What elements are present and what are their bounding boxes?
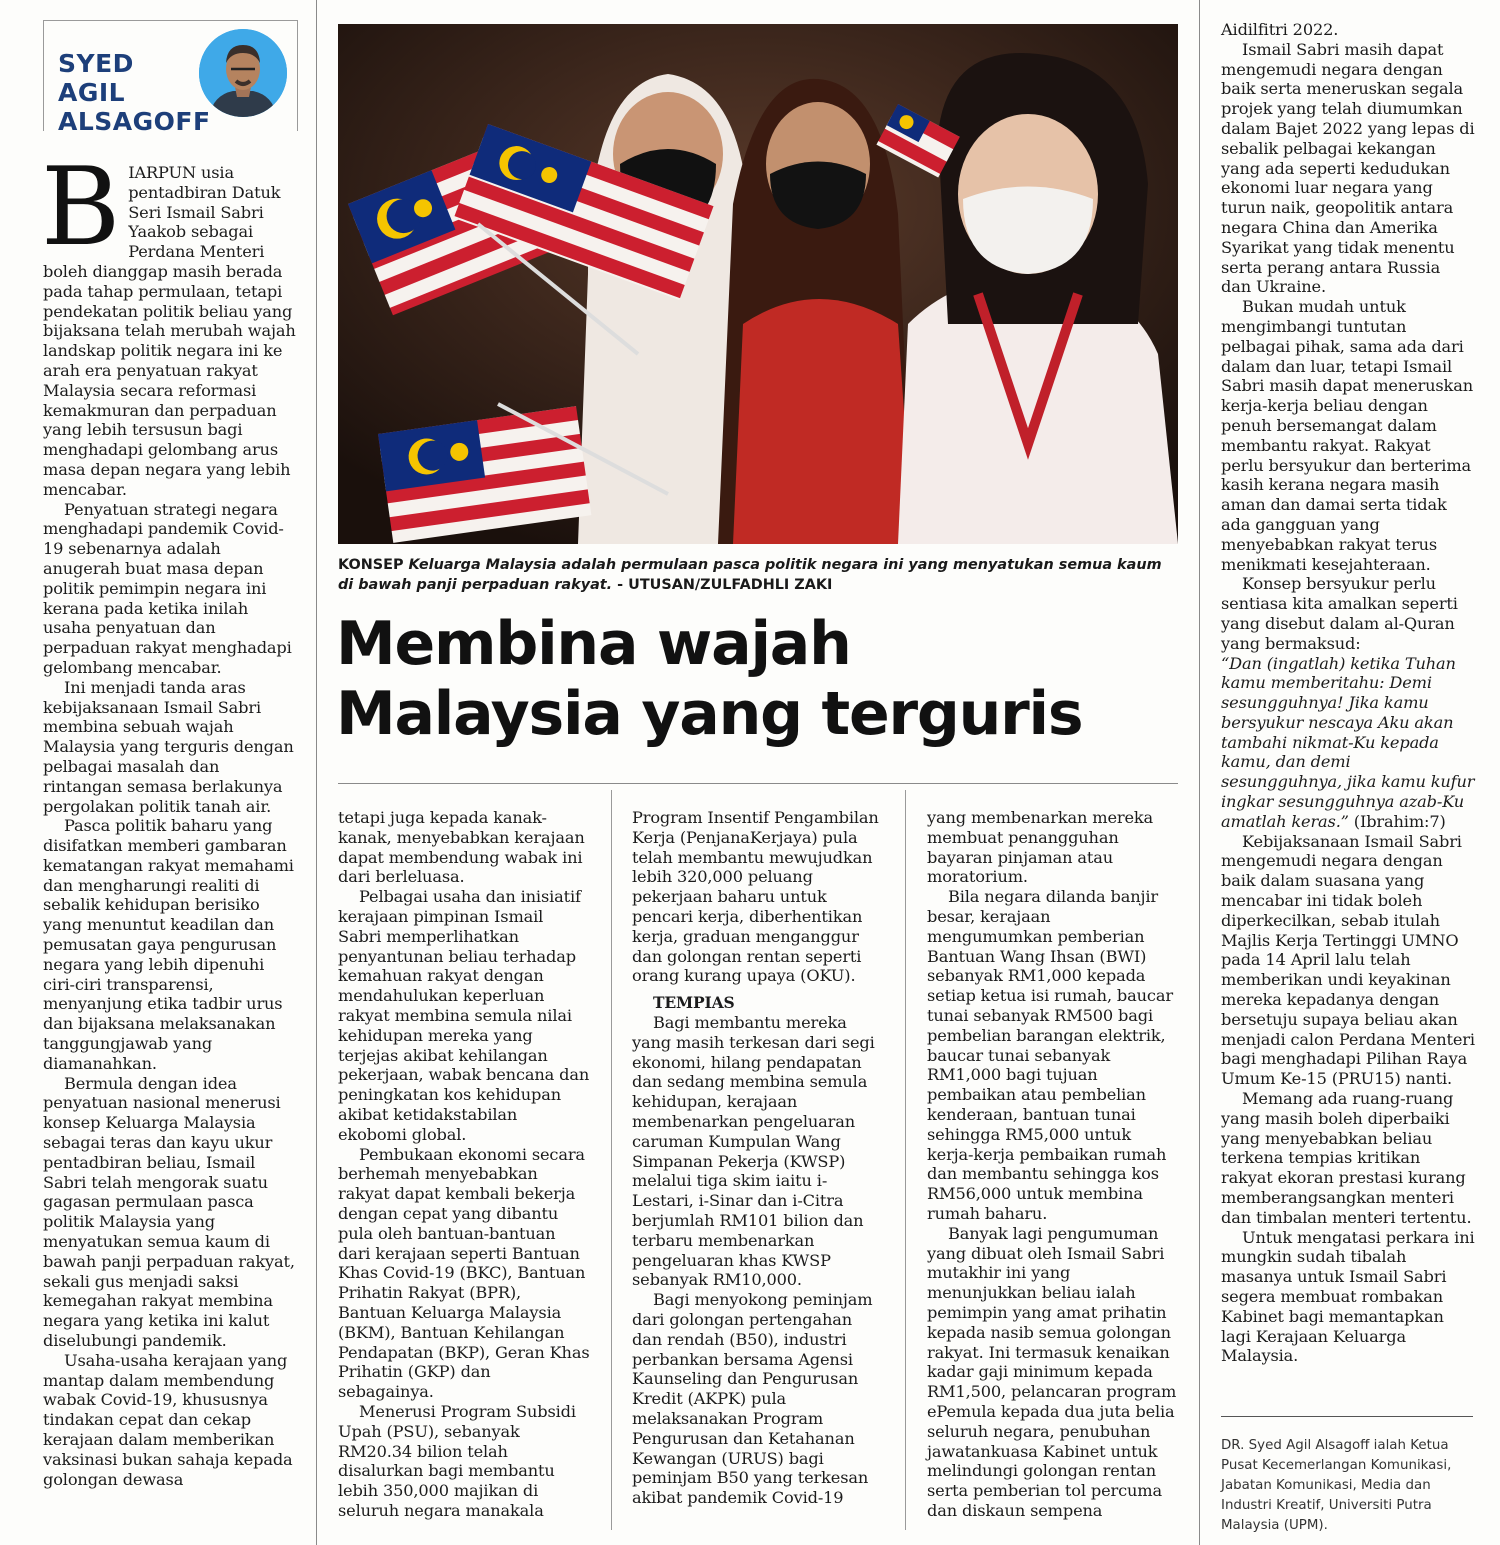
article-paragraph: Bukan mudah untuk mengimbangi tuntutan pelbagai pihak, sama ada dari dalam dan luar, tetapi Ismail Sabri masih dapat meneruskan kerja-kerja beliau dengan penuh bersemangat dalam membantu rakyat. Rakyat perlu bersyukur dan berterima kasih kerana negara masih aman dan damai serta tidak ada gangguan yang menyebabkan rakyat terus menikmati kesejahteraan. — [1221, 297, 1473, 574]
article-paragraph: Pasca politik baharu yang disifatkan memberi gambaran kematangan rakyat memahami dan mengharungi realiti di sebalik kehidupan berisiko yang menuntut keadilan dan pemusatan gaya pengurusan negara yang lebih dipenuhi ciri-ciri transparensi, menyanjung etika tadbir urus dan bijaksana melaksanakan tanggungjawab yang diamanahkan. — [43, 816, 294, 1073]
author-name-line: AGIL — [58, 78, 126, 107]
author-name — [58, 49, 211, 136]
article-paragraph: Bila negara dilanda banjir besar, kerajaan mengumumkan pemberian Bantuan Wang Ihsan (BWI) sebanyak RM1,000 kepada setiap ketua isi rumah, baucar tunai sebanyak RM500 bagi pembelian barangan elektrik, baucar tunai sebanyak RM1,000 bagi tujuan pembaikan atau pembelian kenderaan, bantuan tunai sehingga RM5,000 untuk kerja-kerja pembaikan rumah dan membantu sehingga kos RM56,000 untuk membina rumah baharu. — [927, 887, 1173, 1223]
article-paragraph: Program Insentif Pengambilan Kerja (PenjanaKerjaya) pula telah membantu mewujudkan lebih 320,000 peluang pekerjaan baharu untuk pencari kerja, diberhentikan kerja, graduan menganggur dan golongan rentan seperti orang kurang upaya (OKU). — [632, 808, 879, 986]
column-rule-left — [316, 0, 317, 1545]
malaysian-flags-photo-icon — [338, 24, 1178, 544]
quote-reference: (Ibrahim:7) — [1348, 811, 1446, 831]
section-subhead: TEMPIAS — [653, 993, 735, 1013]
caption-lead: KONSEP — [338, 557, 404, 573]
article-column-5 — [1221, 20, 1475, 1366]
article-paragraph — [41, 145, 299, 500]
caption-text: Keluarga Malaysia adalah permulaan pasca politik negara ini yang menyatukan semua kaum di bawah panji perpaduan rakyat. — [338, 557, 1162, 593]
article-column-1 — [41, 145, 299, 1489]
quote-text: “Dan (ingatlah) ketika Tuhan kamu memberitahu: Demi sesungguhnya! Jika kamu bersyukur nescaya Aku akan tambahi nikmat-Ku kepada kamu, dan demi sesungguhnya, jika kamu kufur ingkar sesungguhnya azab-Ku amatlah keras.” — [1221, 653, 1475, 831]
article-paragraph: Bagi menyokong peminjam dari golongan pertengahan dan rendah (B50), industri perbankan bersama Agensi Kaunseling dan Pengurusan Kredit (AKPK) pula melaksanakan Program Pengurusan dan Ketahanan Kewangan (URUS) bagi peminjam B50 yang terkesan akibat pandemik Covid-19 — [632, 1290, 873, 1508]
article-column-3 — [632, 808, 884, 1508]
article-column-2 — [338, 808, 590, 1521]
column-rule-inner-2 — [905, 790, 906, 1530]
article-paragraph: Memang ada ruang-ruang yang masih boleh diperbaiki yang menyebabkan beliau terkena tempias kritikan rakyat ekoran prestasi kurang memberangsangkan menteri dan timbalan menteri tertentu. — [1221, 1089, 1472, 1227]
author-note: DR. Syed Agil Alsagoff ialah Ketua Pusat Kecemerlangan Komunikasi, Jabatan Komunikasi, Media dan Industri Kreatif, Universiti Putra Malaysia (UPM). — [1221, 1438, 1452, 1533]
article-paragraph: Banyak lagi pengumuman yang dibuat oleh Ismail Sabri mutakhir ini yang menunjukkan beliau ialah pemimpin yang amat prihatin kepada nasib semua golongan rakyat. Ini termasuk kenaikan kadar gaji minimum kepada RM1,500, pelancaran program ePemula kepada dua juta belia seluruh negara, penubuhan jawatankuasa Kabinet untuk melindungi golongan rentan serta pemberian tol percuma dan diskaun sempena — [927, 1223, 1177, 1520]
article-headline — [336, 609, 1196, 749]
article-paragraph: Pembukaan ekonomi secara berhemah menyebabkan rakyat dapat kembali bekerja dengan cepat yang dibantu pula oleh bantuan-bantuan dari kerajaan seperti Bantuan Khas Covid-19 (BKC), Bantuan Prihatin Rakyat (BPR), Bantuan Keluarga Malaysia (BKM), Bantuan Kehilangan Pendapatan (BKP), Geran Khas Prihatin (GKP) dan sebagainya. — [338, 1144, 590, 1402]
article-paragraph: Konsep bersyukur perlu sentiasa kita amalkan seperti yang disebut dalam al-Quran yang bermaksud: — [1221, 574, 1458, 653]
article-paragraph: Ini menjadi tanda aras kebijaksanaan Ismail Sabri membina sebuah wajah Malaysia yang terguris dengan pelbagai masalah dan rintangan semasa berlakunya pergolakan politik tanah air. — [43, 677, 294, 816]
author-byline — [43, 20, 298, 136]
column-rule-right — [1199, 0, 1200, 1545]
article-paragraph: tetapi juga kepada kanak-kanak, menyebabkan kerajaan dapat membendung wabak ini dari berleluasa. — [338, 808, 585, 887]
drop-cap: B — [41, 145, 121, 270]
author-name-line: ALSAGOFF — [58, 107, 211, 136]
author-name-line: SYED — [58, 49, 134, 78]
article-paragraph: Aidilfitri 2022. — [1221, 20, 1339, 39]
paragraph-text: IARPUN usia pentadbiran Datuk Seri Ismail Sabri Yaakob sebagai Perdana Menteri boleh dianggap masih berada pada tahap permulaan, tetapi pendekatan politik beliau yang bijaksana telah merubah wajah landskap politik negara ini ke arah era penyatuan rakyat Malaysia secara reformasi kemakmuran dan perpaduan yang lebih tersusun bagi menghadapi gelombang arus masa depan negara yang lebih mencabar. — [43, 163, 296, 499]
quran-quote — [1221, 654, 1475, 832]
caption-credit: - UTUSAN/ZULFADHLI ZAKI — [612, 576, 833, 593]
article-paragraph: Penyatuan strategi negara menghadapi pandemik Covid-19 sebenarnya adalah anugerah buat masa depan politik pemimpin negara ini kerana pada ketika inilah usaha penyatuan dan perpaduan rakyat menghadapi gelombang mencabar. — [43, 499, 292, 677]
feature-photo — [338, 24, 1178, 544]
article-paragraph: Untuk mengatasi perkara ini mungkin sudah tibalah masanya untuk Ismail Sabri segera membuat rombakan Kabinet bagi memantapkan lagi Kerajaan Keluarga Malaysia. — [1221, 1227, 1475, 1366]
article-paragraph: Bermula dengan idea penyatuan nasional menerusi konsep Keluarga Malaysia sebagai teras dan kayu ukur pentadbiran beliau, Ismail Sabri telah mengorak suatu gagasan permulaan pasca politik Malaysia yang menyatukan semua kaum di bawah panji perpaduan rakyat, sekali gus menjadi saksi kemegahan rakyat membina negara yang ketika ini kalut diselubungi pandemik. — [43, 1073, 295, 1351]
column-rule-inner-1 — [611, 790, 612, 1530]
author-avatar — [199, 29, 287, 117]
article-paragraph: Kebijaksanaan Ismail Sabri mengemudi negara dengan baik dalam suasana yang mencabar ini tidak boleh diperkecilkan, sebab itulah Majlis Kerja Tertinggi UMNO pada 14 April lalu telah memberikan undi keyakinan mereka kepadanya dengan bersetuju supaya beliau akan menjadi calon Perdana Menteri bagi menghadapi Pilihan Raya Umum Ke-15 (PRU15) nanti. — [1221, 831, 1475, 1089]
article-column-4 — [927, 808, 1179, 1521]
headline-line: Membina wajah — [336, 609, 851, 679]
photo-caption — [338, 556, 1178, 595]
article-paragraph: Ismail Sabri masih dapat mengemudi negara dengan baik serta meneruskan segala projek yang telah diumumkan dalam Bajet 2022 yang lepas di sebalik pelbagai kekangan yang ada seperti kedudukan ekonomi luar negara yang turun naik, geopolitik antara negara China dan Amerika Syarikat yang tidak menentu serta perang antara Russia dan Ukraine. — [1221, 39, 1475, 297]
headline-line: Malaysia yang terguris — [336, 679, 1083, 749]
author-note-rule — [1221, 1416, 1473, 1417]
article-paragraph: yang membenarkan mereka membuat penangguhan bayaran pinjaman atau moratorium. — [927, 808, 1154, 887]
article-paragraph: Pelbagai usaha dan inisiatif kerajaan pimpinan Ismail Sabri memperlihatkan penyantunan beliau terhadap kemahuan rakyat dengan mendahulukan keperluan rakyat membina semula nilai kehidupan mereka yang terjejas akibat kehilangan pekerjaan, wabak bencana dan peningkatan kos kehidupan akibat ketidakstabilan ekobomi global. — [338, 887, 590, 1144]
article-paragraph: Usaha-usaha kerajaan yang mantap dalam membendung wabak Covid-19, khususnya tindakan cepat dan cekap kerajaan dalam memberikan vaksinasi bukan sahaja kepada golongan dewasa — [43, 1350, 293, 1489]
article-paragraph: Bagi membantu mereka yang masih terkesan dari segi ekonomi, hilang pendapatan dan sedang membina semula kehidupan, kerajaan membenarkan pengeluaran caruman Kumpulan Wang Simpanan Pekerja (KWSP) melalui tiga skim iaitu i-Lestari, i-Sinar dan i-Citra berjumlah RM101 bilion dan terbaru membenarkan pengeluaran khas KWSP sebanyak RM10,000. — [632, 1012, 875, 1290]
article-paragraph: Menerusi Program Subsidi Upah (PSU), sebanyak RM20.34 bilion telah disalurkan bagi membantu lebih 350,000 majikan di seluruh negara manakala — [338, 1401, 576, 1520]
headline-rule — [338, 783, 1178, 784]
author-portrait-icon — [199, 29, 287, 117]
